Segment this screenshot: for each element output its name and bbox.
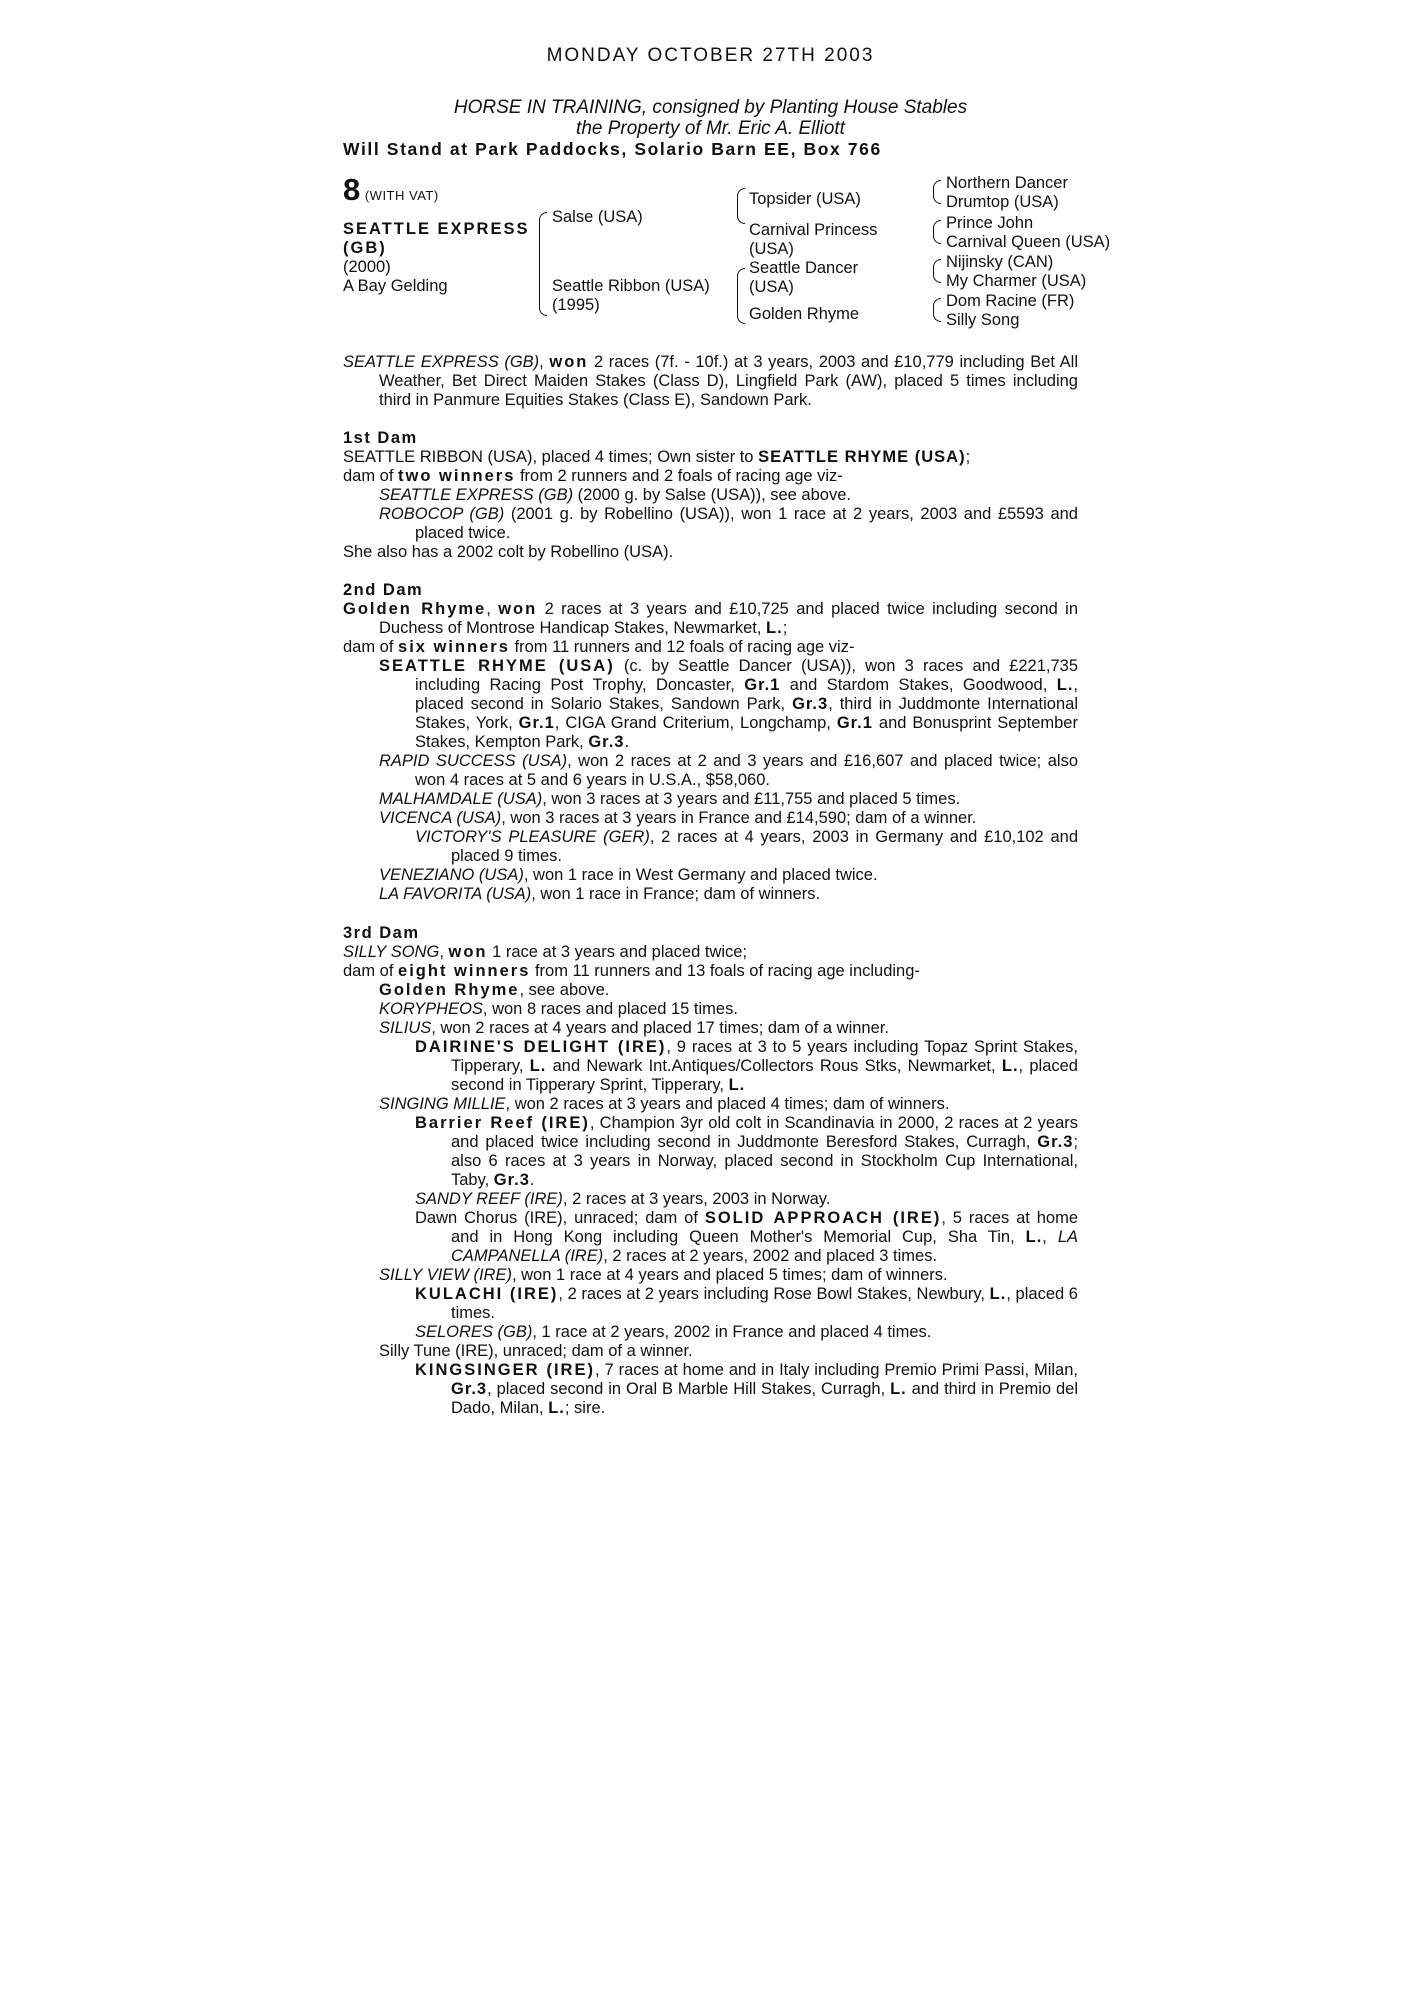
gen3-ssd: Drumtop (USA): [946, 193, 1059, 211]
text: ,: [1042, 1228, 1058, 1246]
second-dam-produce-line: [343, 638, 1078, 657]
text: from 2 runners and 2 foals of racing age viz-: [515, 467, 843, 485]
grade: L.: [1001, 1057, 1019, 1075]
text: , placed 6 times.: [451, 1285, 1078, 1322]
offspring-entry: [343, 1000, 1078, 1019]
offspring-name: KINGSINGER (IRE): [415, 1361, 595, 1379]
gen3-dsd: My Charmer (USA): [946, 272, 1087, 290]
offspring-name: SILLY VIEW (IRE): [379, 1266, 512, 1284]
dam-name: Seattle Ribbon (USA): [552, 277, 710, 295]
text: , 5 races at home and in Hong Kong including Queen Mother's Memorial Cup, Sha Tin,: [451, 1209, 1079, 1246]
offspring-name: SILIUS: [379, 1019, 432, 1037]
text: ; sire.: [564, 1399, 606, 1417]
text: dam of: [343, 962, 399, 980]
offspring-entry: [343, 885, 1078, 904]
grade: L.: [890, 1380, 907, 1398]
text: .: [529, 1171, 535, 1189]
grade: Gr.3: [792, 695, 829, 713]
offspring-name: LA FAVORITA (USA): [379, 885, 532, 903]
offspring-entry: [343, 790, 1078, 809]
offspring-entry: [343, 486, 1078, 505]
intro-paragraph: SEATTLE EXPRESS (GB), won 2 races (7f. - 10f.) at 3 years, 2003 and £10,779 including Bet All Weather, Bet Direct Maiden Stakes (Class D), Lingfield Park (AW), placed 5 times including third in Panmure Equities Stakes (Class E), Sandown Park.: [343, 353, 1079, 409]
dam-sire-origin: (USA): [749, 278, 794, 296]
grade: Gr.3: [451, 1380, 488, 1398]
vat-note: (WITH VAT): [364, 188, 439, 203]
first-dam-note: She also has a 2002 colt by Robellino (USA).: [343, 543, 674, 561]
offspring-name: DAIRINE'S DELIGHT (IRE): [415, 1038, 667, 1056]
horse-name: SEATTLE EXPRESS: [343, 220, 530, 238]
bold-name: SEATTLE RHYME (USA): [758, 448, 966, 466]
sire: Salse (USA): [552, 208, 643, 226]
lot-line: [343, 172, 439, 207]
offspring-name: SEATTLE EXPRESS (GB): [379, 486, 574, 504]
offspring-text: (2000 g. by Salse (USA)), see above.: [573, 486, 851, 504]
first-dam-line: [343, 448, 1078, 467]
text: (c. by Seattle Dancer (USA)), won 3 races and £221,735 including Racing Post Trophy, Doncaster,: [415, 657, 1079, 694]
grade: L.: [728, 1076, 746, 1094]
text: , 1 race at 2 years, 2002 in France and placed 4 times.: [532, 1323, 932, 1341]
consignor-line: HORSE IN TRAINING, consigned by Planting House Stables: [453, 97, 968, 118]
lot-number: 8: [343, 172, 361, 207]
sire-dam-origin: (USA): [749, 240, 794, 258]
text: , see above.: [519, 981, 610, 999]
offspring-name: SOLID APPROACH (IRE): [704, 1209, 942, 1227]
grade: L.: [989, 1285, 1007, 1303]
offspring-entry: [343, 981, 1078, 1000]
text: , 2 races at 2 years including Rose Bowl Stakes, Newbury,: [558, 1285, 990, 1303]
text: , third in Juddmonte International Stakes, York,: [415, 695, 1078, 732]
text: and Newark Int.Antiques/Collectors Rous Stks, Newmarket,: [546, 1057, 1002, 1075]
brace-dam: [737, 268, 745, 324]
pedigree-table: [343, 172, 1143, 338]
grade: L.: [1025, 1228, 1043, 1246]
grand-offspring-entry: [343, 1361, 1078, 1418]
dam-sire: Seattle Dancer: [749, 259, 859, 277]
text: , 2 races at 4 years, 2003 in Germany and £10,102 and placed 9 times.: [451, 828, 1078, 865]
offspring-name: SELORES (GB): [415, 1323, 533, 1341]
text: , won 2 races at 2 and 3 years and £16,607 and placed twice; also won 4 races at 5 and 6 years in U.S.A., $58,060.: [415, 752, 1079, 789]
winners-count: two winners: [398, 467, 516, 485]
text: , placed second in Oral B Marble Hill Stakes, Curragh,: [487, 1380, 891, 1398]
brace-gen3-4: [933, 298, 941, 322]
third-dam-line: [343, 943, 1078, 962]
intro-text: 2 races (7f. - 10f.) at 3 years, 2003 and £10,779 including Bet All Weather, Bet Direct Maiden Stakes (Class D), Lingfield Park (AW), placed 5 times including third in Panmure Equities Stakes (Class E), Sandown Park.: [379, 353, 1079, 409]
offspring-entry: [343, 752, 1078, 790]
sale-date: MONDAY OCTOBER 27TH 2003: [546, 45, 875, 66]
grade: Gr.3: [588, 733, 625, 751]
offspring-name: MALHAMDALE (USA): [379, 790, 543, 808]
grade: L.: [548, 1399, 565, 1417]
dam-dam: Golden Rhyme: [749, 305, 860, 323]
text: SEATTLE RIBBON (USA), placed 4 times; Own sister to: [343, 448, 759, 466]
offspring-name: ROBOCOP (GB): [379, 505, 505, 523]
gen3-dss: Nijinsky (CAN): [946, 253, 1054, 271]
text: dam of: [343, 638, 399, 656]
text: ,: [486, 600, 499, 618]
text: , won 1 race in France; dam of winners.: [531, 885, 821, 903]
brace-sire: [737, 188, 745, 224]
offspring-entry: [343, 1095, 1078, 1114]
gen3-ddd: Silly Song: [946, 311, 1020, 329]
offspring-name: VICENCA (USA): [379, 809, 502, 827]
grade: Gr.1: [744, 676, 781, 694]
offspring-name: Barrier Reef (IRE): [415, 1114, 590, 1132]
text: , placed second in Tipperary Sprint, Tipperary,: [451, 1057, 1078, 1094]
consignment-info: [343, 97, 1078, 139]
text: , won 3 races at 3 years in France and £14,590; dam of a winner.: [501, 809, 977, 827]
text: ;: [965, 448, 971, 466]
horse-name-ref: SEATTLE EXPRESS (GB): [343, 353, 540, 371]
first-dam-block: [343, 429, 1078, 562]
offspring-name: VENEZIANO (USA): [379, 866, 524, 884]
third-dam-block: [343, 924, 1078, 1418]
offspring-name: SEATTLE RHYME (USA): [379, 657, 615, 675]
winners-count: eight winners: [398, 962, 531, 980]
offspring-entry: [343, 657, 1078, 752]
owner-line: the Property of Mr. Eric A. Elliott: [576, 118, 845, 139]
grand-offspring-entry: [343, 1285, 1078, 1323]
sire-dam: Carnival Princess: [749, 221, 878, 239]
grade: Gr.3: [1037, 1133, 1074, 1151]
winners-count: six winners: [398, 638, 510, 656]
text: , won 1 race in West Germany and placed twice.: [523, 866, 878, 884]
sire-sire: Topsider (USA): [749, 190, 861, 208]
text: , 2 races at 3 years, 2003 in Norway.: [562, 1190, 831, 1208]
text: , won 2 races at 3 years and placed 4 times; dam of winners.: [505, 1095, 950, 1113]
brace-gen1: [539, 212, 547, 316]
dam-name: Golden Rhyme: [343, 600, 487, 618]
offspring-text: (2001 g. by Robellino (USA)), won 1 race at 2 years, 2003 and £5593 and placed twice.: [415, 505, 1078, 542]
grand-offspring-entry: [343, 1114, 1078, 1190]
first-dam-produce-line: [343, 467, 1078, 486]
text: dam of: [343, 467, 399, 485]
dam-name: SILLY SONG: [343, 943, 440, 961]
intro-block: [343, 353, 1078, 410]
third-dam-produce-line: [343, 962, 1078, 981]
grand-offspring-entry: [343, 1190, 1078, 1209]
text: , won 8 races and placed 15 times.: [482, 1000, 738, 1018]
first-dam-heading: 1st Dam: [343, 429, 418, 447]
offspring-entry: [343, 1266, 1078, 1285]
offspring-name: VICTORY'S PLEASURE (GER): [415, 828, 650, 846]
grade: Gr.1: [836, 714, 873, 732]
text: and Stardom Stakes, Goodwood,: [780, 676, 1057, 694]
won-word: won: [498, 600, 538, 618]
text: , won 3 races at 3 years and £11,755 and placed 5 times.: [542, 790, 961, 808]
offspring-entry: [343, 1019, 1078, 1038]
third-dam-heading: 3rd Dam: [343, 924, 420, 942]
text: from 11 runners and 12 foals of racing age viz-: [509, 638, 855, 656]
won-word: won: [549, 353, 589, 371]
text: , 9 races at 3 to 5 years including Topaz Sprint Stakes, Tipperary,: [451, 1038, 1079, 1075]
offspring-name: SINGING MILLIE: [379, 1095, 506, 1113]
grade: L.: [766, 619, 783, 637]
offspring-name: SANDY REEF (IRE): [415, 1190, 563, 1208]
brace-gen3-1: [933, 180, 941, 204]
text: , won 2 races at 4 years and placed 17 times; dam of a winner.: [431, 1019, 889, 1037]
second-dam-block: [343, 581, 1078, 904]
offspring-name: LA CAMPANELLA (IRE): [451, 1228, 1078, 1265]
text: ; also 6 races at 3 years in Norway, placed second in Stockholm Cup International, Taby,: [451, 1133, 1078, 1189]
text: , CIGA Grand Criterium, Longchamp,: [554, 714, 837, 732]
dam-year: (1995): [552, 296, 600, 314]
offspring-name: RAPID SUCCESS (USA): [379, 752, 568, 770]
grade: Gr.1: [518, 714, 555, 732]
text: .: [624, 733, 630, 751]
offspring-entry: [343, 505, 1078, 543]
offspring-entry: [343, 809, 1078, 828]
text: and third in Premio del Dado, Milan,: [451, 1380, 1078, 1417]
second-dam-line: [343, 600, 1078, 638]
grand-offspring-entry: [343, 1323, 1078, 1342]
grand-offspring-entry: [343, 1038, 1078, 1095]
second-dam-heading: 2nd Dam: [343, 581, 424, 599]
horse-year: (2000): [343, 258, 391, 276]
gen3-sss: Northern Dancer: [946, 174, 1068, 192]
brace-gen3-2: [933, 220, 941, 244]
stand-location: Will Stand at Park Paddocks, Solario Barn EE, Box 766: [343, 139, 882, 159]
grade: Gr.3: [493, 1171, 530, 1189]
gen3-sds: Prince John: [946, 214, 1034, 232]
text: , won 1 race at 4 years and placed 5 times; dam of winners.: [511, 1266, 948, 1284]
text: 1 race at 3 years and placed twice;: [487, 943, 748, 961]
horse-description: A Bay Gelding: [343, 277, 448, 295]
gen3-sdd: Carnival Queen (USA): [946, 233, 1111, 251]
offspring-name: KORYPHEOS: [379, 1000, 483, 1018]
grade: L.: [529, 1057, 547, 1075]
offspring-entry: [343, 866, 1078, 885]
text: ;: [782, 619, 788, 637]
text: from 11 runners and 13 foals of racing age including-: [530, 962, 920, 980]
horse-origin: (GB): [343, 239, 387, 257]
text: , Champion 3yr old colt in Scandinavia in 2000, 2 races at 2 years and placed twice including second in Juddmonte Beresford Stakes, Curragh,: [451, 1114, 1079, 1151]
text: , 2 races at 2 years, 2002 and placed 3 times.: [603, 1247, 938, 1265]
grand-offspring-entry: [343, 828, 1078, 866]
text: ,: [439, 943, 449, 961]
grand-offspring-entry: [343, 1209, 1078, 1266]
won-word: won: [448, 943, 488, 961]
offspring-name: Golden Rhyme: [379, 981, 520, 999]
text: , placed second in Solario Stakes, Sandown Park,: [415, 676, 1078, 713]
text: 2 races at 3 years and £10,725 and placed twice including second in Duchess of Montrose Handicap Stakes, Newmarket,: [379, 600, 1079, 637]
text: Dawn Chorus (IRE), unraced; dam of: [415, 1209, 705, 1227]
offspring-name: KULACHI (IRE): [415, 1285, 559, 1303]
grade: L.: [1056, 676, 1074, 694]
offspring-entry: Silly Tune (IRE), unraced; dam of a winner.: [379, 1342, 693, 1360]
text: , 7 races at home and in Italy including Premio Primi Passi, Milan,: [594, 1361, 1078, 1379]
brace-gen3-3: [933, 259, 941, 283]
text: and Bonusprint September Stakes, Kempton Park,: [415, 714, 1078, 751]
gen3-dds: Dom Racine (FR): [946, 292, 1075, 310]
